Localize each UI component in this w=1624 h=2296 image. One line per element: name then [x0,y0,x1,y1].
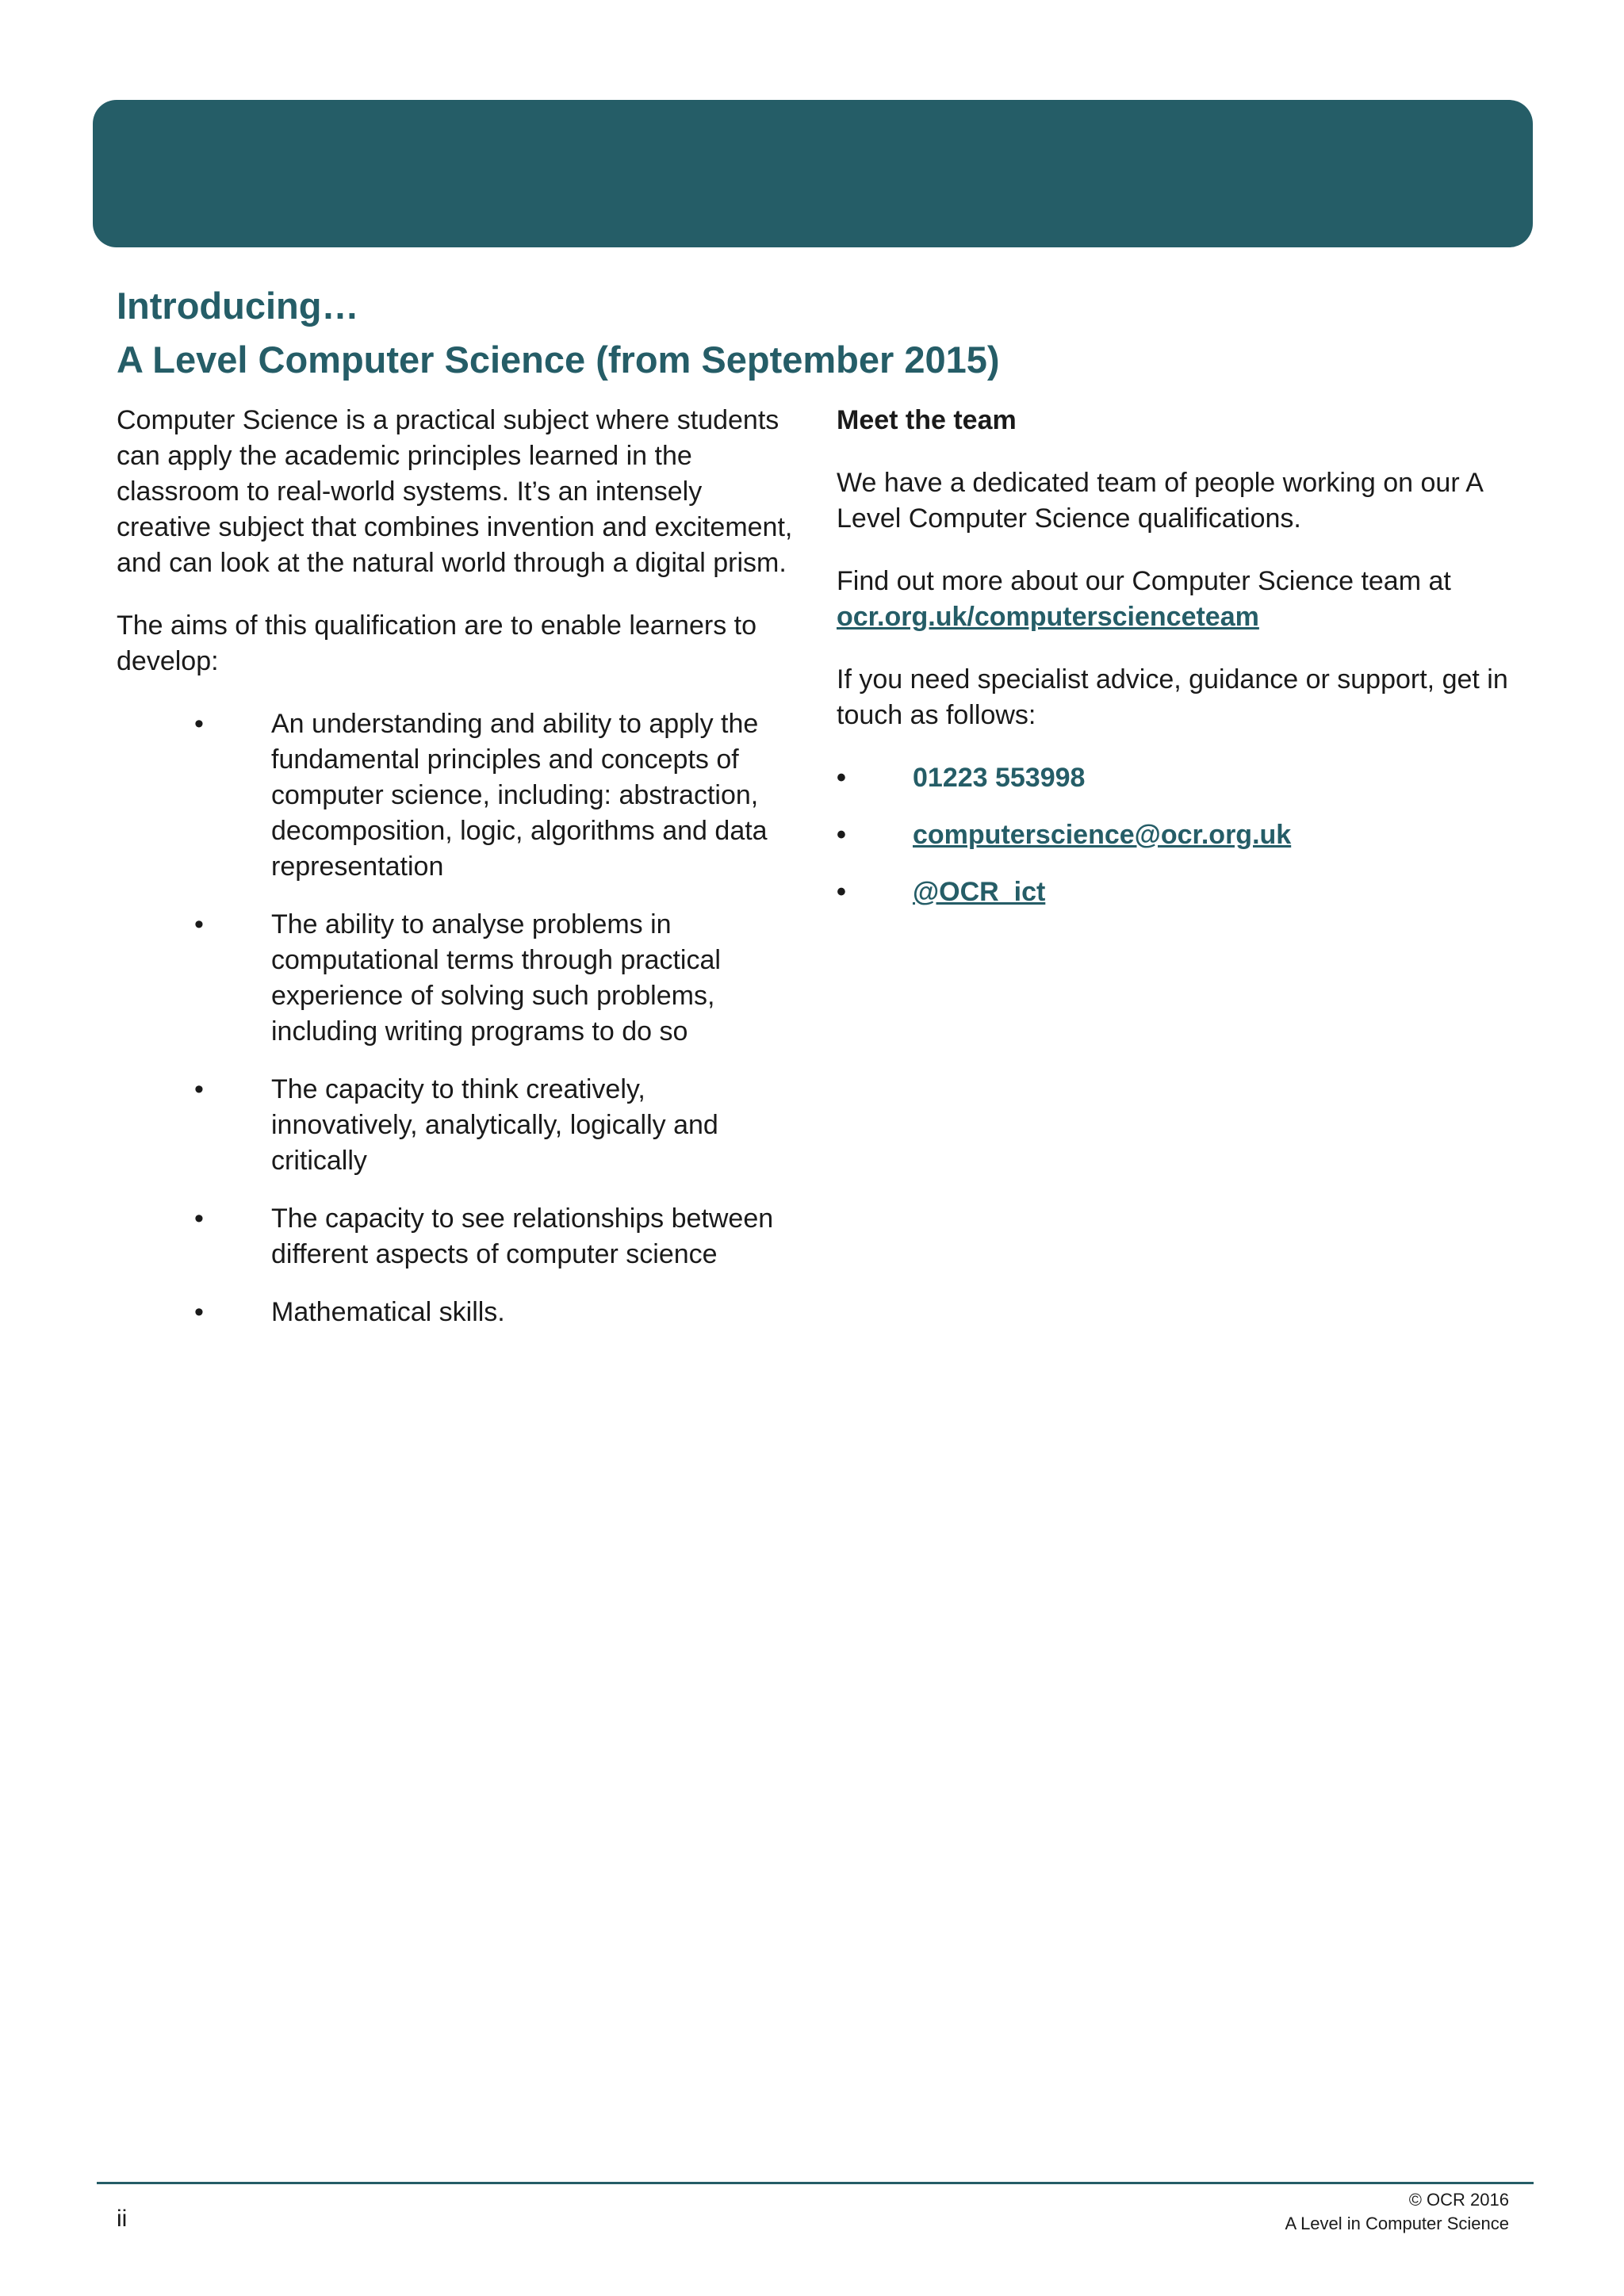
right-column [837,403,1519,932]
aims-list-item [117,1072,799,1179]
aims-intro-paragraph: The aims of this qualification are to enable learners to develop: [117,610,757,676]
contact-list [837,760,1519,910]
contact-phone [837,760,1519,796]
intro-paragraph: Computer Science is a practical subject where students can apply the academic principles learned in the classroom to real-world systems. It’s an intensely creative subject that combines invention and excitement, and can look at the natural world through a digital prism. [117,405,793,578]
find-out-text: Find out more about our Computer Science team at [837,566,1451,596]
footer-divider [97,2182,1534,2184]
contact-twitter [837,874,1519,910]
header-banner [93,100,1533,247]
aims-item-text: The capacity to see relationships between different aspects of computer science [271,1203,774,1269]
bullet-icon: • [194,709,204,739]
aims-item-text: The ability to analyse problems in computational terms through practical experience of solving such problems, including writing programs to do so [271,909,721,1047]
aims-list-item [117,1201,799,1272]
aims-item-text: Mathematical skills. [271,1297,505,1327]
page-number: ii [117,2206,128,2232]
email-link[interactable]: computerscience@ocr.org.uk [913,820,1292,850]
meet-the-team-heading: Meet the team [837,405,1017,435]
page-title [117,279,1512,387]
bullet-icon: • [194,1074,204,1104]
footer-publication: A Level in Computer Science [1285,2214,1509,2233]
team-link[interactable]: ocr.org.uk/computerscienceteam [837,602,1259,632]
twitter-link[interactable]: @OCR_ict [913,877,1046,907]
support-paragraph: If you need specialist advice, guidance or support, get in touch as follows: [837,664,1508,730]
footer-info [1285,2188,1510,2236]
title-line-qualification: A Level Computer Science (from September 2015) [117,339,1000,381]
bullet-icon: • [837,820,846,850]
aims-list-item [117,1295,799,1330]
aims-list-item [117,706,799,885]
footer-copyright: © OCR 2016 [1408,2190,1509,2210]
bullet-icon: • [194,1297,204,1327]
bullet-icon: • [194,909,204,939]
bullet-icon: • [837,763,846,793]
aims-list [117,706,799,1330]
aims-list-item [117,907,799,1050]
bullet-icon: • [837,877,846,907]
phone-number: 01223 553998 [913,763,1086,793]
bullet-icon: • [194,1203,204,1234]
find-out-paragraph [837,564,1519,635]
left-column [117,403,799,1353]
aims-item-text: An understanding and ability to apply the fundamental principles and concepts of computer science, including: abstraction, decomposition, logic, algorithms and data representation [271,709,768,882]
contact-email [837,817,1519,853]
aims-item-text: The capacity to think creatively, innovatively, analytically, logically and critically [271,1074,718,1176]
team-paragraph: We have a dedicated team of people working on our A Level Computer Science qualifications. [837,468,1483,534]
title-line-introducing: Introducing… [117,285,359,327]
